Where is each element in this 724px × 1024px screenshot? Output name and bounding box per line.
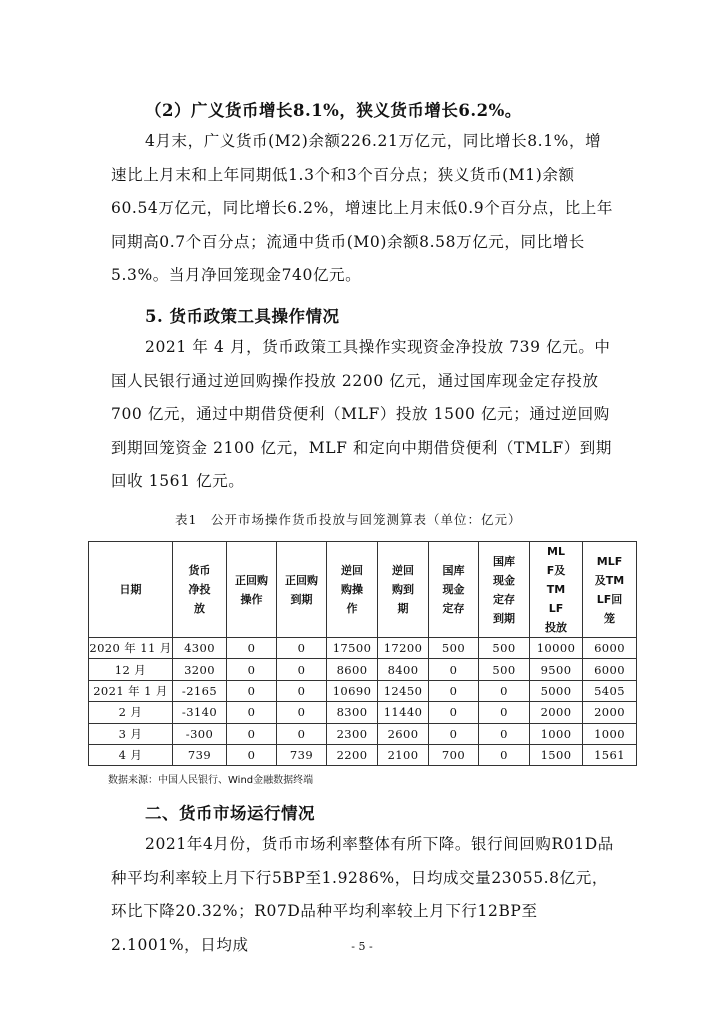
cell-date: 3 月 [89,723,173,744]
cell-value: 0 [227,659,277,680]
header-mlf-injection: MLF及TMLF投放 [530,542,583,638]
cell-value: 0 [277,638,327,659]
cell-value: 2600 [378,723,429,744]
broad-money-paragraph: 4月末，广义货币(M2)余额226.21万亿元，同比增长8.1%，增速比上月末和上年同期低1.3个和3个百分点；狭义货币(M1)余额60.54万亿元，同比增长6.2%，增速比上月末低0.9个百分点，比上年同期高0.7个百分点；流通中货币(M0)余额8.58万亿元，同比增长5.3%。当月净回笼现金740亿元。 [111,132,614,284]
cell-value: 17200 [378,638,429,659]
header-repo-maturity: 正回购到期 [277,542,327,638]
cell-value: 0 [277,702,327,723]
cell-value: -300 [173,723,227,744]
header-mlf-withdrawal: MLF及TMLF回笼 [583,542,637,638]
cell-value: 0 [479,723,530,744]
policy-tools-paragraph: 2021 年 4 月，货币政策工具操作实现资金净投放 739 亿元。中国人民银行通过逆回购操作投放 2200 亿元，通过国库现金定存投放 700 亿元，通过中期借贷便利（MLF）投放 1500 亿元；通过逆回购到期回笼资金 2100 亿元，MLF 和定向中期借贷便利（TMLF）到期回收 1561 亿元。 [111,338,613,490]
table-row [89,723,637,744]
cell-value: 2000 [530,702,583,723]
header-net-injection: 货币净投放 [173,542,227,638]
cell-value: 0 [227,744,277,765]
cell-value: 739 [173,744,227,765]
table-row [89,702,637,723]
table-row [89,680,637,701]
cell-value: 8400 [378,659,429,680]
cell-value: 0 [479,680,530,701]
cell-value: 2000 [583,702,637,723]
cell-value: 2300 [327,723,378,744]
cell-value: 8300 [327,702,378,723]
cell-value: 1561 [583,744,637,765]
page-number: - 5 - [351,940,373,953]
cell-value: 2200 [327,744,378,765]
cell-date: 4 月 [89,744,173,765]
table-row [89,638,637,659]
cell-value: 0 [227,680,277,701]
cell-value: 10000 [530,638,583,659]
table-source-note: 数据来源：中国人民银行、Wind金融数据终端 [108,775,314,786]
cell-value: 0 [277,723,327,744]
cell-value: 9500 [530,659,583,680]
cell-value: 0 [429,680,479,701]
header-reverse-repo-operation: 逆回购操作 [327,542,378,638]
header-reverse-repo-maturity: 逆回购到期 [378,542,429,638]
cell-value: -2165 [173,680,227,701]
cell-value: 700 [429,744,479,765]
table-row [89,659,637,680]
cell-value: 8600 [327,659,378,680]
cell-value: 6000 [583,659,637,680]
cell-date: 2021 年 1 月 [89,680,173,701]
cell-value: 17500 [327,638,378,659]
cell-value: 4300 [173,638,227,659]
header-date: 日期 [89,542,173,638]
cell-value: 12450 [378,680,429,701]
cell-value: 0 [227,702,277,723]
cell-value: -3140 [173,702,227,723]
cell-value: 0 [429,702,479,723]
cell-value: 1500 [530,744,583,765]
cell-value: 500 [479,659,530,680]
money-market-heading: 二、货币市场运行情况 [145,804,315,823]
cell-value: 5405 [583,680,637,701]
cell-value: 739 [277,744,327,765]
cell-value: 3200 [173,659,227,680]
policy-tools-heading: 5. 货币政策工具操作情况 [145,307,340,326]
cell-value: 0 [479,744,530,765]
cell-value: 0 [227,723,277,744]
cell-value: 0 [277,659,327,680]
cell-value: 0 [479,702,530,723]
cell-value: 1000 [530,723,583,744]
open-market-table [88,541,637,766]
header-treasury-deposit-maturity: 国库现金定存到期 [479,542,530,638]
table-row [89,744,637,765]
cell-value: 0 [277,680,327,701]
cell-value: 500 [479,638,530,659]
cell-value: 10690 [327,680,378,701]
money-market-paragraph: 2021年4月份，货币市场利率整体有所下降。银行间回购R01D品种平均利率较上月下行5BP至1.9286%，日均成交量23055.8亿元，环比下降20.32%；R07D品种平均利率较上月下行12BP至2.1001%，日均成 [111,835,614,954]
cell-value: 1000 [583,723,637,744]
cell-value: 0 [429,659,479,680]
cell-value: 6000 [583,638,637,659]
broad-money-heading: （2）广义货币增长8.1%，狭义货币增长6.2%。 [145,101,522,120]
cell-value: 0 [227,638,277,659]
table-caption: 表1 公开市场操作货币投放与回笼测算表（单位：亿元） [175,512,522,527]
cell-value: 0 [429,723,479,744]
cell-date: 12 月 [89,659,173,680]
table-header-row [89,542,637,638]
header-treasury-deposit: 国库现金定存 [429,542,479,638]
cell-date: 2 月 [89,702,173,723]
cell-value: 500 [429,638,479,659]
cell-value: 5000 [530,680,583,701]
cell-value: 11440 [378,702,429,723]
header-repo-operation: 正回购操作 [227,542,277,638]
cell-value: 2100 [378,744,429,765]
cell-date: 2020 年 11 月 [89,638,173,659]
